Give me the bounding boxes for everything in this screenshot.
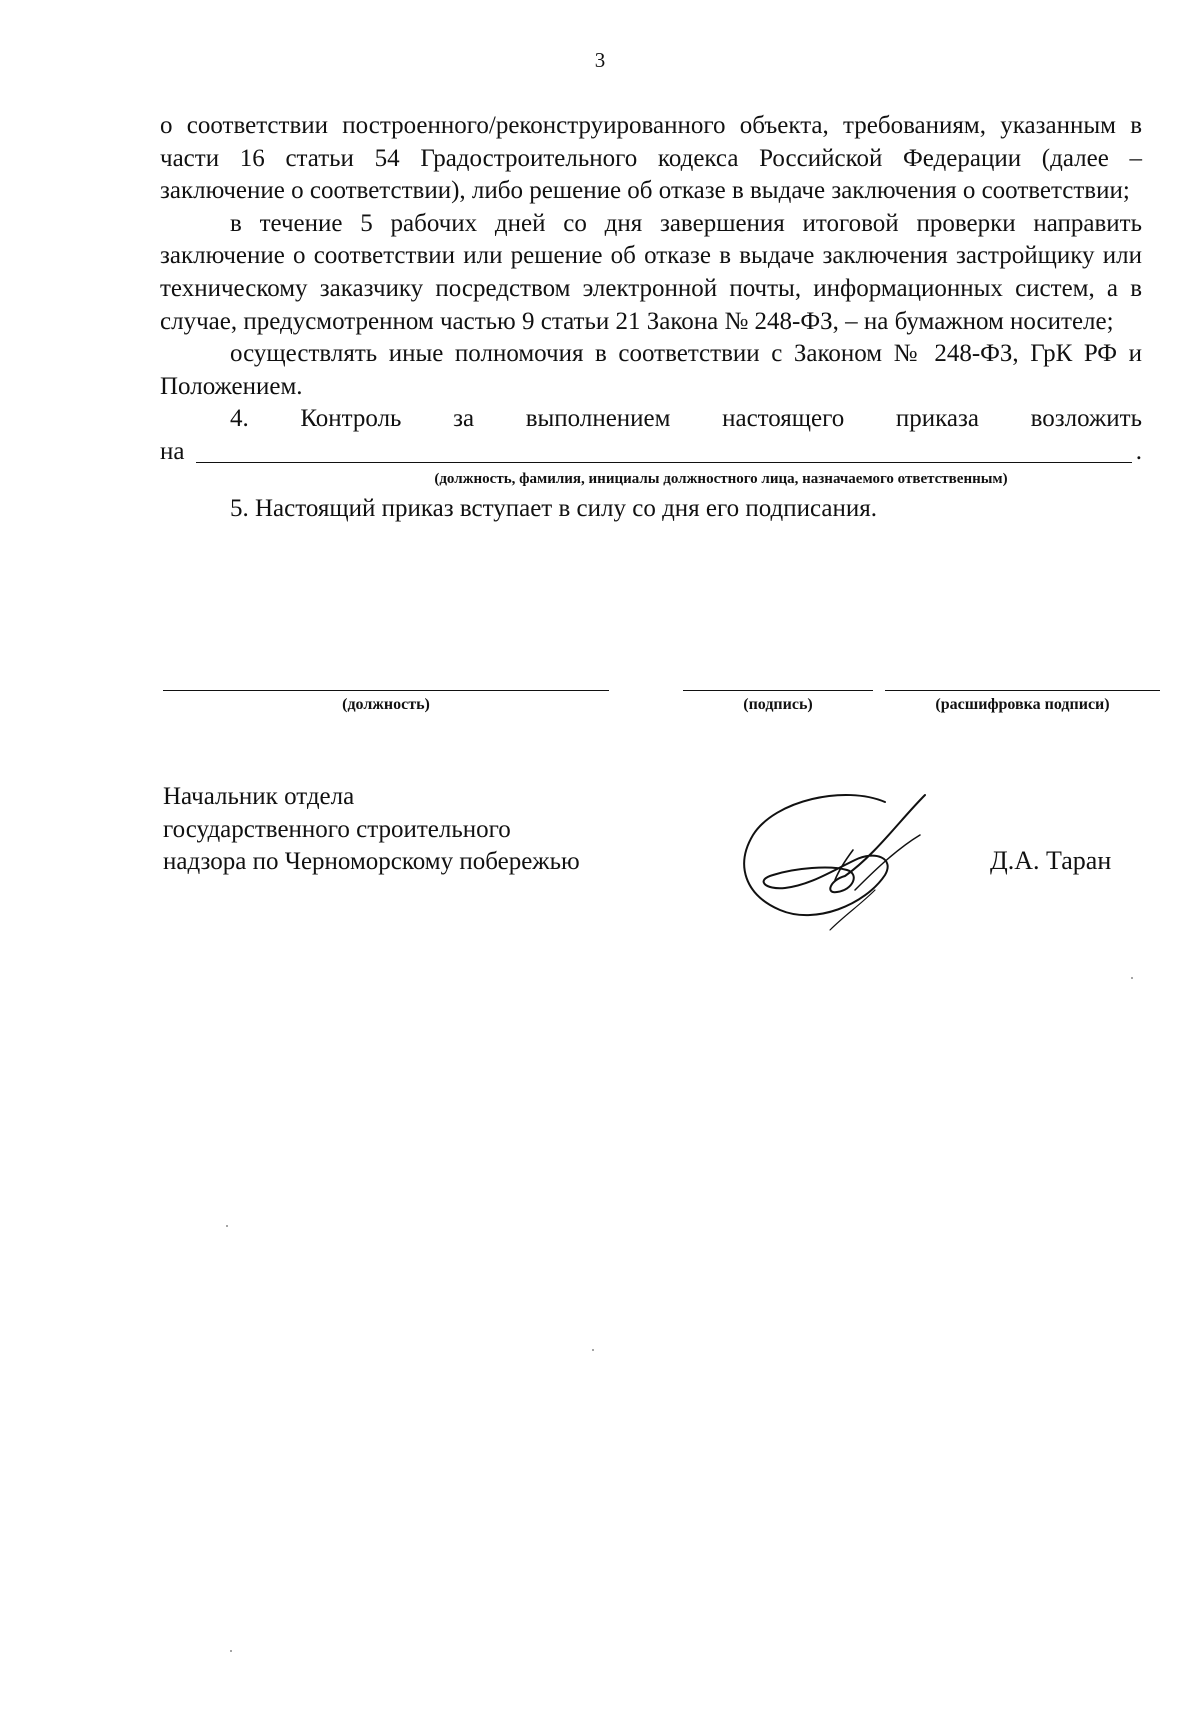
item-4-word: выполнением bbox=[525, 405, 671, 433]
paragraph-other-powers: осуществлять иные полномочия в соответствии с Законом № 248-ФЗ, ГрК РФ и Положением. bbox=[160, 340, 1142, 400]
signatory-title-line: Начальник отдела bbox=[163, 783, 355, 810]
signature-caption: (подпись) bbox=[743, 696, 813, 713]
paragraph-continuation: о соответствии построенного/реконструированного объекта, требованиям, указанным в части 16 статьи 54 Градостроительного кодекса Российской Федерации (далее – заключение о соответствии), либо решение об отказе в выдаче заключения о соответствии; bbox=[160, 112, 1142, 205]
decryption-line bbox=[885, 690, 1160, 691]
scan-speck bbox=[1131, 977, 1133, 979]
handwritten-signature bbox=[735, 780, 945, 940]
signature-line bbox=[683, 690, 873, 691]
page-number: 3 bbox=[594, 48, 606, 72]
document-body bbox=[160, 110, 1142, 525]
item-4-word: 4. bbox=[230, 405, 249, 433]
scan-speck bbox=[226, 1225, 228, 1227]
item-4-word: Контроль bbox=[300, 405, 402, 433]
item-4-suffix: . bbox=[1135, 437, 1142, 465]
responsible-person-caption: (должность, фамилия, инициалы должностного лица, назначаемого ответственным) bbox=[434, 470, 1008, 487]
item-4-word: приказа bbox=[895, 405, 979, 433]
item-4-word: возложить bbox=[1030, 405, 1142, 433]
item-4-word: настоящего bbox=[722, 405, 845, 433]
signatory-title bbox=[163, 781, 580, 879]
item-4-prefix: на bbox=[160, 437, 185, 465]
signatory-title-line: государственного строительного bbox=[163, 815, 511, 843]
item-5: 5. Настоящий приказ вступает в силу со дня его подписания. bbox=[230, 494, 878, 522]
fill-in-rule bbox=[196, 461, 1131, 463]
signatory-title-line: надзора по Черноморскому побережью bbox=[163, 848, 580, 876]
scan-speck bbox=[592, 1349, 594, 1351]
item-4-line bbox=[160, 403, 1142, 436]
scan-speck bbox=[230, 1650, 232, 1652]
responsible-person-line bbox=[160, 436, 1142, 469]
paragraph-send-conclusion: в течение 5 рабочих дней со дня завершения итоговой проверки направить заключение о соответствии или решение об отказе в выдаче заключения застройщику или техническому заказчику посредством электронной почты, информационных систем, а в случае, предусмотренном частью 9 статьи 21 Закона № 248-ФЗ, – на бумажном носителе; bbox=[160, 209, 1142, 335]
signer-name: Д.А. Таран bbox=[990, 846, 1112, 875]
position-line bbox=[163, 690, 609, 691]
position-caption: (должность) bbox=[342, 696, 430, 713]
decryption-caption: (расшифровка подписи) bbox=[935, 696, 1110, 713]
item-4-word: за bbox=[453, 405, 475, 433]
